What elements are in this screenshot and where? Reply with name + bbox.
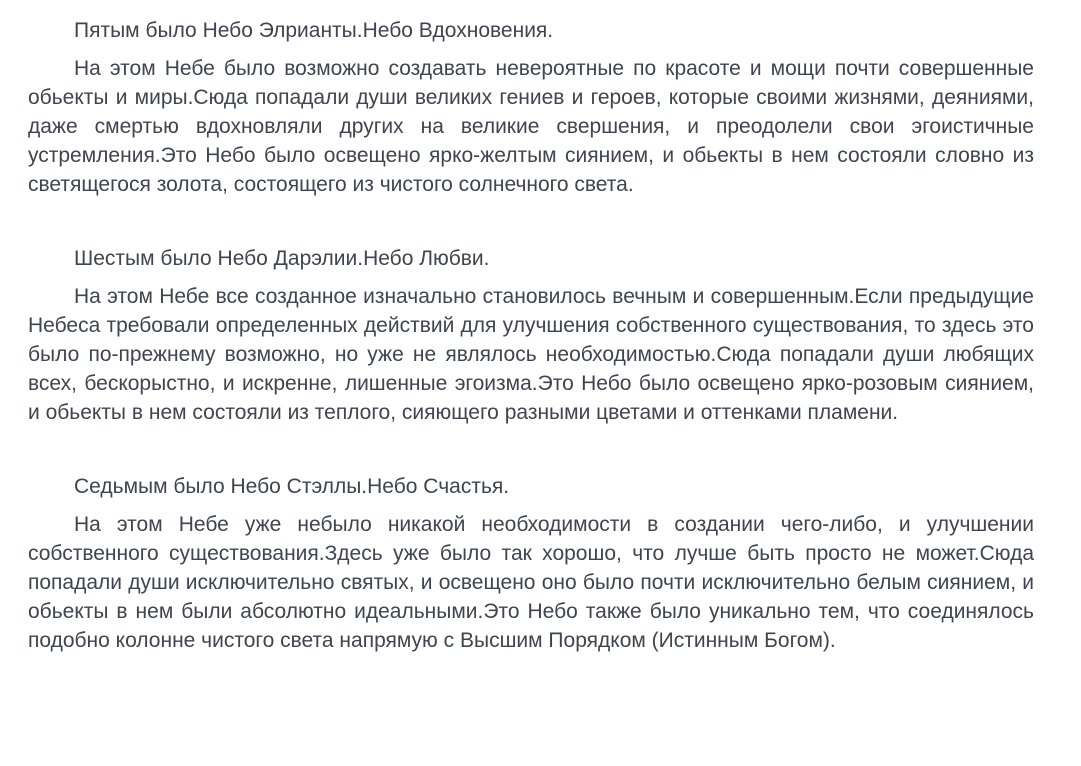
- section-heading: Шестым было Небо Дарэлии.Небо Любви.: [74, 247, 490, 270]
- book-text: [28, 16, 1034, 655]
- section-heading: Пятым было Небо Элрианты.Небо Вдохновения.: [74, 19, 554, 42]
- section-paragraph: На этом Небе уже небыло никакой необходимости в создании чего-либо, и улучшении собственного существования.Здесь уже было так хорошо, что лучше быть просто не может.Сюда попадали души исключительно святых, и освещено оно было почти исключительно белым сиянием, и обьекты в нем были абсолютно идеальными.Это Небо также было уникально тем, что соединялось подобно колонне чистого света напрямую с Высшим Порядком (Истинным Богом).: [28, 513, 1034, 652]
- section-paragraph: На этом Небе было возможно создавать невероятные по красоте и мощи почти совершенные обьекты и миры.Сюда попадали души великих гениев и героев, которые своими жизнями, деяниями, даже смертью вдохновляли других на великие свершения, и преодолели свои эгоистичные устремления.Это Небо было освещено ярко-желтым сиянием, и обьекты в нем состояли словно из светящегося золота, состоящего из чистого солнечного света.: [28, 57, 1034, 196]
- section-paragraph: На этом Небе все созданное изначально становилось вечным и совершенным.Если предыдущие Небеса требовали определенных действий для улучшения собственного существования, то здесь это было по-прежнему возможно, но уже не являлось необходимостью.Сюда попадали души любящих всех, бескорыстно, и искренне, лишенные эгоизма.Это Небо было освещено ярко-розовым сиянием, и обьекты в нем состояли из теплого, сияющего разными цветами и оттенками пламени.: [28, 285, 1034, 424]
- section-heading: Седьмым было Небо Стэллы.Небо Счастья.: [74, 475, 510, 498]
